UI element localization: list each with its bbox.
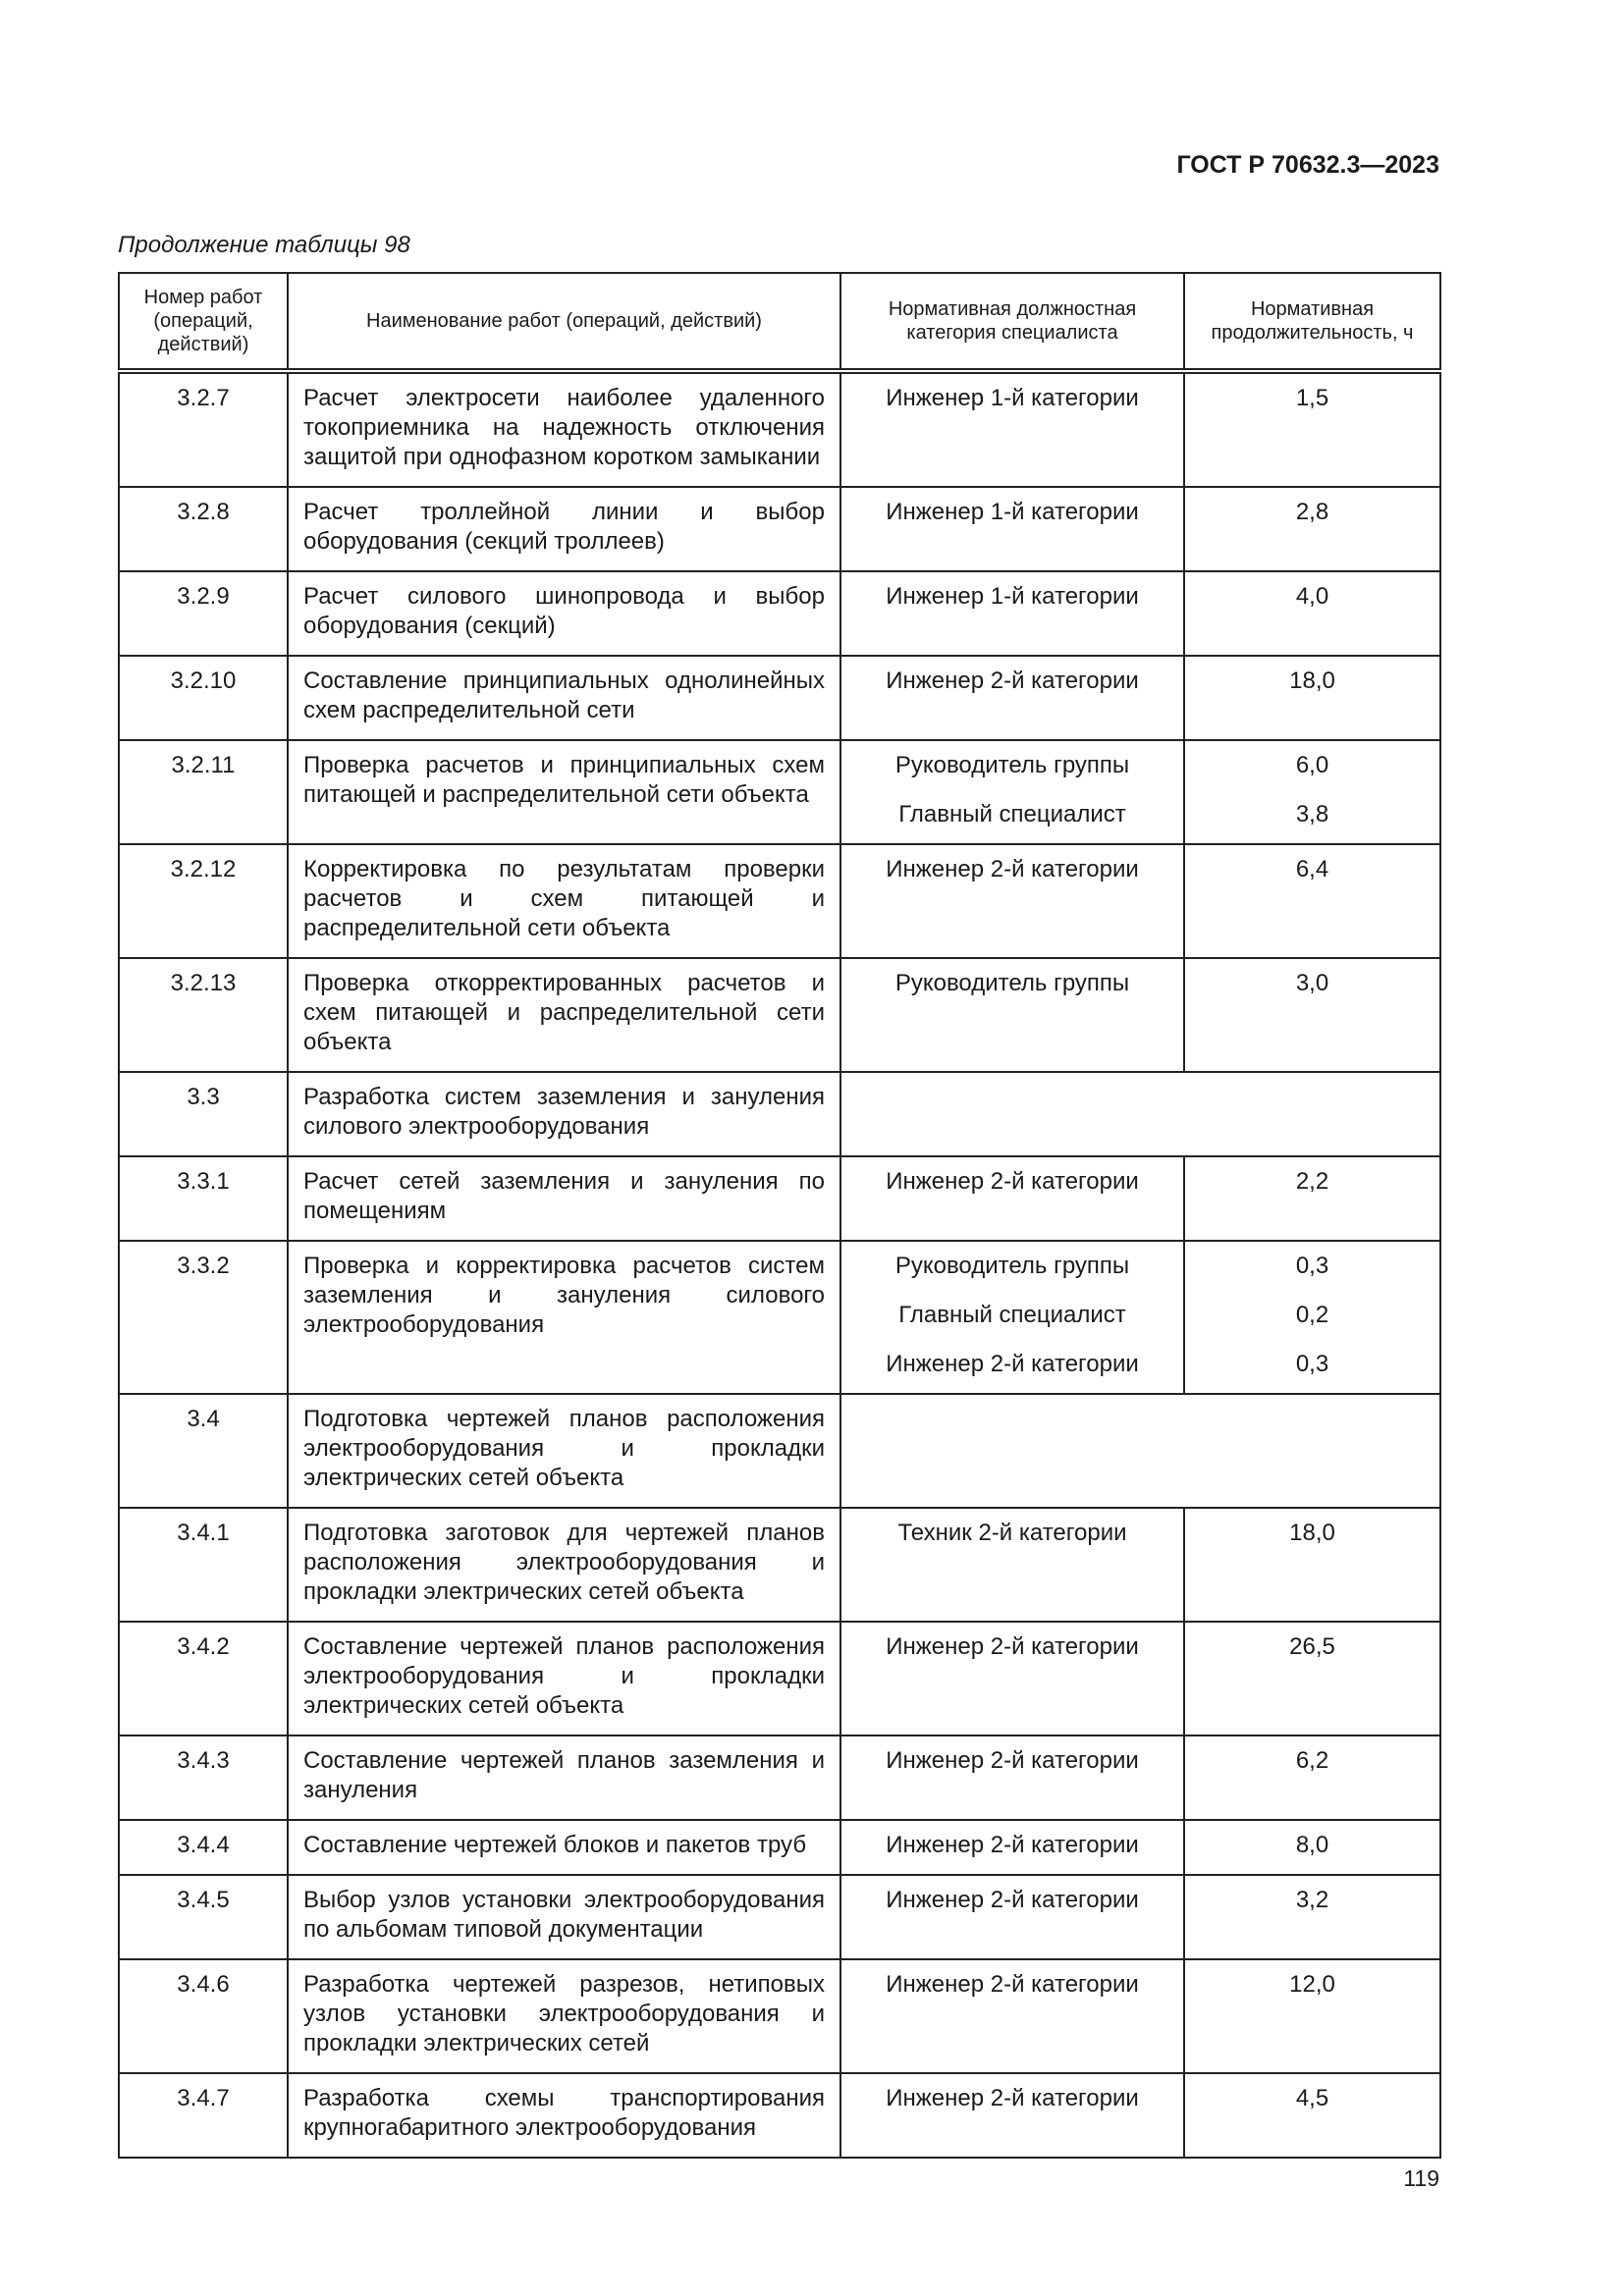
duration-value: 4,0 — [1295, 583, 1329, 610]
duration-value: 2,8 — [1295, 499, 1329, 525]
work-name-cell — [288, 1875, 840, 1959]
work-number: 3.2.11 — [171, 752, 236, 778]
duration-value: 6,4 — [1295, 856, 1329, 882]
work-number-cell — [119, 1735, 288, 1820]
work-number: 3.2.13 — [170, 970, 237, 996]
work-name: Расчет сетей заземления и зануления по помещениям — [303, 1168, 825, 1224]
duration-value: 8,0 — [1295, 1832, 1329, 1858]
table-body — [119, 371, 1440, 2158]
work-number-cell — [119, 371, 288, 487]
duration-cell — [1184, 1508, 1440, 1622]
specialist-category: Инженер 2-й категории — [886, 1887, 1139, 1913]
specialist-category: Инженер 2-й категории — [886, 856, 1139, 882]
specialist-category: Инженер 2-й категории — [886, 1168, 1139, 1195]
duration-value: 18,0 — [1289, 667, 1335, 694]
category-cell — [840, 1156, 1184, 1241]
category-cell — [840, 1508, 1184, 1622]
column-header-number: Номер работ (операций, действий) — [119, 273, 288, 371]
page-number: 119 — [1403, 2165, 1439, 2191]
duration-value: 2,2 — [1295, 1168, 1329, 1195]
duration-value: 1,5 — [1295, 385, 1329, 411]
work-name-cell — [288, 1156, 840, 1241]
work-number-cell — [119, 1622, 288, 1735]
specialist-category: Инженер 2-й категории — [886, 2085, 1139, 2111]
table-row — [119, 1156, 1440, 1241]
work-number: 3.3.1 — [177, 1168, 230, 1195]
column-header-name: Наименование работ (операций, действий) — [288, 273, 840, 371]
work-number: 3.3 — [187, 1084, 220, 1110]
duration-cell — [1184, 1156, 1440, 1241]
category-cell — [840, 1820, 1184, 1875]
table-row — [119, 1875, 1440, 1959]
work-number-cell — [119, 487, 288, 571]
duration-value: 12,0 — [1289, 1971, 1335, 1998]
duration-cell — [1184, 1241, 1440, 1394]
section-empty-cell — [840, 1394, 1440, 1508]
work-name-cell — [288, 487, 840, 571]
category-cell — [840, 1622, 1184, 1735]
work-name-cell — [288, 1072, 840, 1156]
duration-cell — [1184, 571, 1440, 656]
specialist-category: Инженер 2-й категории — [886, 1747, 1139, 1774]
duration-cell — [1184, 1622, 1440, 1735]
column-header-category: Нормативная должностная категория специалиста — [840, 273, 1184, 371]
work-name: Разработка систем заземления и зануления силового электрооборудования — [303, 1084, 825, 1140]
table-section-row — [119, 1072, 1440, 1156]
duration-value: 0,2 — [1295, 1302, 1329, 1328]
duration-cell — [1184, 1820, 1440, 1875]
work-number-cell — [119, 740, 288, 844]
work-number-cell — [119, 1156, 288, 1241]
table-row — [119, 1508, 1440, 1622]
work-name: Подготовка чертежей планов расположения электрооборудования и прокладки электрических сетей объекта — [303, 1406, 825, 1491]
table-row — [119, 571, 1440, 656]
category-cell — [840, 656, 1184, 740]
work-number-cell — [119, 844, 288, 958]
work-number-cell — [119, 1241, 288, 1394]
work-name-cell — [288, 2073, 840, 2158]
work-number: 3.4.6 — [177, 1971, 230, 1998]
table-row — [119, 371, 1440, 487]
work-number-cell — [119, 1820, 288, 1875]
duration-cell — [1184, 844, 1440, 958]
work-name-cell — [288, 740, 840, 844]
work-name-cell — [288, 1959, 840, 2073]
table-row — [119, 1622, 1440, 1735]
specialist-category: Инженер 2-й категории — [886, 1633, 1139, 1660]
specialist-category: Инженер 2-й категории — [886, 1832, 1139, 1858]
work-name-cell — [288, 571, 840, 656]
duration-value: 3,8 — [1295, 801, 1329, 828]
duration-cell — [1184, 487, 1440, 571]
table-row — [119, 1959, 1440, 2073]
category-cell — [840, 1959, 1184, 2073]
work-name: Составление чертежей блоков и пакетов труб — [303, 1832, 807, 1858]
duration-value: 6,0 — [1295, 752, 1329, 778]
work-name: Расчет троллейной линии и выбор оборудования (секций троллеев) — [303, 499, 825, 555]
table-row — [119, 740, 1440, 844]
category-cell — [840, 487, 1184, 571]
duration-cell — [1184, 1959, 1440, 2073]
work-number: 3.4.4 — [177, 1832, 230, 1858]
duration-value: 18,0 — [1289, 1520, 1335, 1546]
table-row — [119, 958, 1440, 1072]
work-name-cell — [288, 844, 840, 958]
duration-cell — [1184, 656, 1440, 740]
work-number-cell — [119, 656, 288, 740]
work-name-cell — [288, 1622, 840, 1735]
document-code: ГОСТ Р 70632.3—2023 — [1176, 151, 1439, 179]
duration-value: 6,2 — [1295, 1747, 1329, 1774]
duration-value: 26,5 — [1289, 1633, 1335, 1660]
table-header-row — [119, 273, 1440, 371]
work-name: Разработка схемы транспортирования крупногабаритного электрооборудования — [303, 2085, 825, 2141]
work-number: 3.2.12 — [170, 856, 237, 882]
work-number: 3.4.7 — [177, 2085, 230, 2111]
table-caption: Продолжение таблицы 98 — [118, 232, 410, 258]
work-number: 3.4 — [187, 1406, 220, 1432]
table-row — [119, 1241, 1440, 1394]
duration-value: 0,3 — [1295, 1253, 1329, 1279]
table-row — [119, 1735, 1440, 1820]
work-name-cell — [288, 371, 840, 487]
duration-value: 0,3 — [1295, 1351, 1329, 1377]
work-number: 3.4.3 — [177, 1747, 230, 1774]
work-name-cell — [288, 1508, 840, 1622]
work-name: Проверка и корректировка расчетов систем заземления и зануления силового электрооборудования — [303, 1253, 825, 1338]
category-cell — [840, 2073, 1184, 2158]
duration-cell — [1184, 1735, 1440, 1820]
specialist-category: Руководитель группы — [894, 970, 1130, 996]
section-empty-cell — [840, 1072, 1440, 1156]
table-row — [119, 844, 1440, 958]
work-number-cell — [119, 1959, 288, 2073]
work-name: Корректировка по результатам проверки расчетов и схем питающей и распределительной сети объекта — [303, 856, 825, 941]
work-name: Составление чертежей планов заземления и зануления — [303, 1747, 825, 1803]
work-name-cell — [288, 958, 840, 1072]
duration-cell — [1184, 1875, 1440, 1959]
duration-cell — [1184, 958, 1440, 1072]
duration-value: 4,5 — [1295, 2085, 1329, 2111]
category-cell — [840, 371, 1184, 487]
specialist-category: Руководитель группы — [894, 1253, 1130, 1279]
duration-cell — [1184, 371, 1440, 487]
work-name: Проверка откорректированных расчетов и схем питающей и распределительной сети объекта — [303, 970, 825, 1055]
work-name: Выбор узлов установки электрооборудования по альбомам типовой документации — [303, 1887, 825, 1943]
specialist-category: Техник 2-й категории — [897, 1520, 1127, 1546]
duration-value: 3,0 — [1295, 970, 1329, 996]
work-name: Проверка расчетов и принципиальных схем питающей и распределительной сети объекта — [303, 752, 825, 808]
work-name: Подготовка заготовок для чертежей планов расположения электрооборудования и прокладки электрических сетей объекта — [303, 1520, 825, 1605]
table-row — [119, 656, 1440, 740]
work-name: Составление чертежей планов расположения электрооборудования и прокладки электрических сетей объекта — [303, 1633, 825, 1719]
category-cell — [840, 958, 1184, 1072]
work-name: Расчет силового шинопровода и выбор оборудования (секций) — [303, 583, 825, 639]
work-number-cell — [119, 1875, 288, 1959]
work-number: 3.2.8 — [177, 499, 230, 525]
work-number: 3.2.7 — [177, 385, 230, 411]
duration-cell — [1184, 740, 1440, 844]
work-name: Разработка чертежей разрезов, нетиповых узлов установки электрооборудования и прокладки электрических сетей — [303, 1971, 825, 2056]
work-number-cell — [119, 2073, 288, 2158]
work-number-cell — [119, 1072, 288, 1156]
specialist-category: Инженер 2-й категории — [886, 667, 1139, 694]
specialist-category: Инженер 1-й категории — [886, 583, 1139, 610]
specialist-category: Инженер 2-й категории — [886, 1351, 1139, 1377]
category-cell — [840, 740, 1184, 844]
table-row — [119, 2073, 1440, 2158]
specialist-category: Главный специалист — [898, 1302, 1126, 1328]
specialist-category: Инженер 2-й категории — [886, 1971, 1139, 1998]
work-name-cell — [288, 1241, 840, 1394]
work-number: 3.4.5 — [177, 1887, 230, 1913]
work-name: Составление принципиальных однолинейных схем распределительной сети — [303, 667, 825, 723]
specialist-category: Инженер 1-й категории — [886, 385, 1139, 411]
category-cell — [840, 571, 1184, 656]
work-name-cell — [288, 656, 840, 740]
category-cell — [840, 1735, 1184, 1820]
work-number-cell — [119, 958, 288, 1072]
category-cell — [840, 1241, 1184, 1394]
category-cell — [840, 1875, 1184, 1959]
work-number: 3.3.2 — [177, 1253, 230, 1279]
specialist-category: Руководитель группы — [894, 752, 1130, 778]
column-header-duration: Нормативная продолжительность, ч — [1184, 273, 1440, 371]
work-number: 3.4.2 — [177, 1633, 230, 1660]
duration-value: 3,2 — [1295, 1887, 1329, 1913]
work-name-cell — [288, 1394, 840, 1508]
work-name-cell — [288, 1735, 840, 1820]
table-row — [119, 487, 1440, 571]
table-row — [119, 1820, 1440, 1875]
works-table — [118, 272, 1441, 2159]
work-name-cell — [288, 1820, 840, 1875]
specialist-category: Инженер 1-й категории — [886, 499, 1139, 525]
category-cell — [840, 844, 1184, 958]
work-number: 3.2.10 — [170, 667, 237, 694]
work-number: 3.2.9 — [177, 583, 230, 610]
work-number: 3.4.1 — [177, 1520, 230, 1546]
work-name: Расчет электросети наиболее удаленного токоприемника на надежность отключения защитой при однофазном коротком замыкании — [303, 385, 825, 470]
duration-cell — [1184, 2073, 1440, 2158]
specialist-category: Главный специалист — [898, 801, 1126, 828]
table-section-row — [119, 1394, 1440, 1508]
work-number-cell — [119, 571, 288, 656]
work-number-cell — [119, 1508, 288, 1622]
work-number-cell — [119, 1394, 288, 1508]
